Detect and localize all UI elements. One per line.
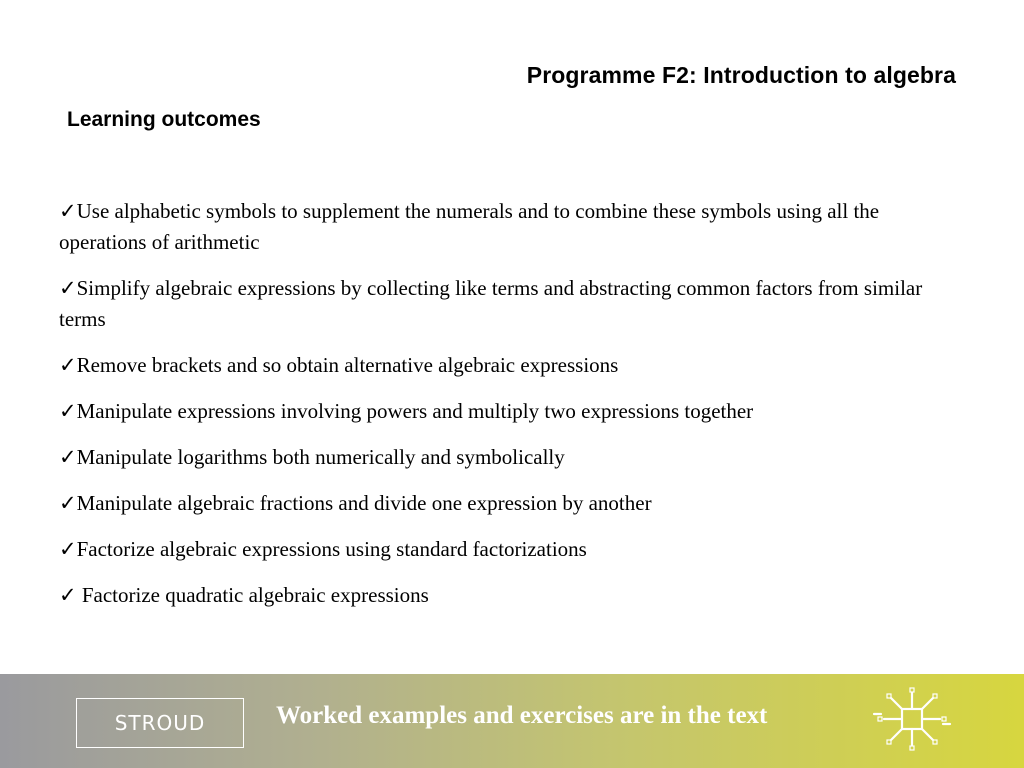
checkmark-icon: ✓ <box>59 537 77 561</box>
outcome-text: Simplify algebraic expressions by collecting like terms and abstracting common factors from similar terms <box>59 276 923 331</box>
brand-name: STROUD <box>114 711 206 735</box>
checkmark-icon: ✓ <box>59 199 77 223</box>
outcome-text: Remove brackets and so obtain alternative algebraic expressions <box>76 353 619 377</box>
network-icon <box>870 686 954 752</box>
slide-title: Programme F2: Introduction to algebra <box>526 62 956 88</box>
outcome-text: Manipulate expressions involving powers and multiply two expressions together <box>76 399 754 423</box>
footer-bar <box>0 674 1024 768</box>
list-item <box>59 273 959 335</box>
outcome-text: Manipulate algebraic fractions and divide one expression by another <box>76 491 652 515</box>
outcome-text: Use alphabetic symbols to supplement the numerals and to combine these symbols using all the operations of arithmetic <box>59 199 880 254</box>
brand-logo <box>76 698 244 748</box>
learning-outcomes-list <box>59 196 959 626</box>
section-heading: Learning outcomes <box>67 108 261 131</box>
list-item <box>59 488 959 519</box>
outcome-text: Factorize quadratic algebraic expressions <box>76 583 429 607</box>
list-item <box>59 396 959 427</box>
list-item <box>59 534 959 565</box>
list-item <box>59 442 959 473</box>
checkmark-icon: ✓ <box>59 276 77 300</box>
list-item <box>59 196 959 258</box>
checkmark-icon: ✓ <box>59 399 77 423</box>
list-item <box>59 580 959 611</box>
outcome-text: Manipulate logarithms both numerically and symbolically <box>76 445 565 469</box>
checkmark-icon: ✓ <box>59 445 77 469</box>
list-item <box>59 350 959 381</box>
checkmark-icon: ✓ <box>59 583 77 607</box>
checkmark-icon: ✓ <box>59 491 77 515</box>
outcome-text: Factorize algebraic expressions using standard factorizations <box>76 537 587 561</box>
checkmark-icon: ✓ <box>59 353 77 377</box>
footer-tagline: Worked examples and exercises are in the text <box>276 702 768 729</box>
